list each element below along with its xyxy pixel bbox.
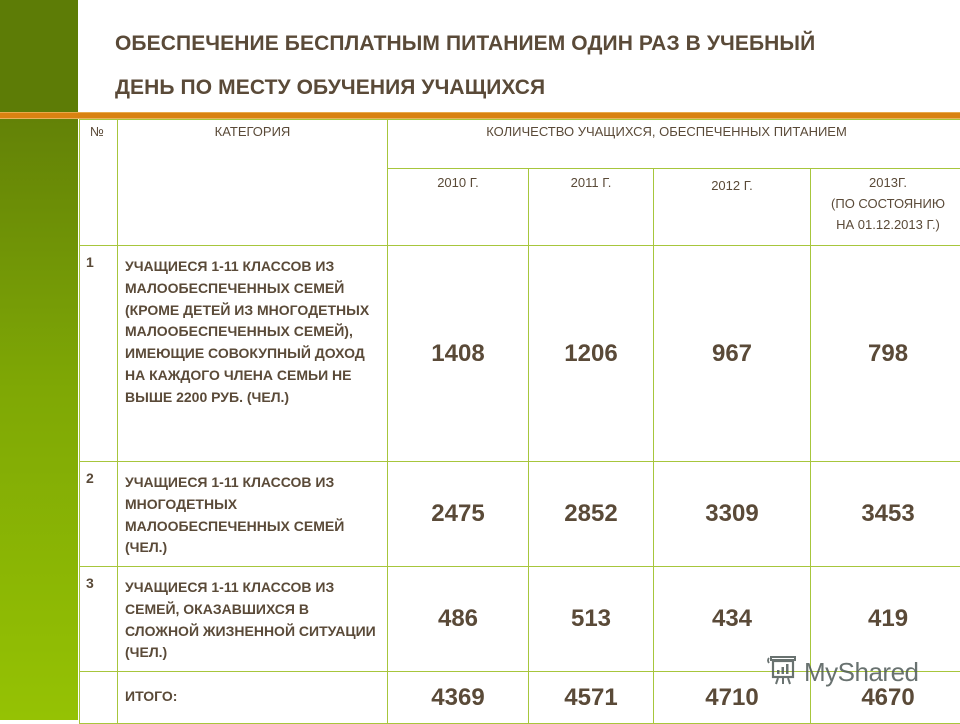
title-line-2: ДЕНЬ ПО МЕСТУ ОБУЧЕНИЯ УЧАЩИХСЯ	[115, 66, 945, 110]
value-2011: 513	[529, 567, 654, 672]
watermark-text: MyShared	[804, 657, 919, 688]
accent-divider	[0, 112, 960, 119]
value-2011: 2852	[529, 462, 654, 567]
value-2012: 967	[654, 246, 811, 462]
row-category: УЧАЩИЕСЯ 1-11 КЛАССОВ ИЗ СЕМЕЙ, ОКАЗАВШИХСЯ В СЛОЖНОЙ ЖИЗНЕННОЙ СИТУАЦИИ (ЧЕЛ.)	[118, 567, 388, 672]
total-2012: 4710	[654, 672, 811, 724]
total-2011: 4571	[529, 672, 654, 724]
title-line-1: ОБЕСПЕЧЕНИЕ БЕСПЛАТНЫМ ПИТАНИЕМ ОДИН РАЗ В УЧЕБНЫЙ	[115, 22, 945, 66]
page-title	[115, 22, 945, 110]
row-number: 1	[80, 246, 118, 462]
header-year-2010: 2010 Г.	[388, 169, 529, 246]
value-2013: 419	[811, 567, 960, 672]
table-row	[80, 246, 960, 462]
total-2013: 4670	[811, 672, 960, 724]
header-category: КАТЕГОРИЯ	[118, 120, 388, 246]
header-number: №	[80, 120, 118, 246]
header-quantity: КОЛИЧЕСТВО УЧАЩИХСЯ, ОБЕСПЕЧЕННЫХ ПИТАНИЕМ	[388, 120, 960, 169]
row-category: УЧАЩИЕСЯ 1-11 КЛАССОВ ИЗ МНОГОДЕТНЫХ МАЛООБЕСПЕЧЕННЫХ СЕМЕЙ (ЧЕЛ.)	[118, 462, 388, 567]
header-year-2012: 2012 Г.	[654, 169, 811, 246]
header-year-2013: 2013Г. (ПО СОСТОЯНИЮ НА 01.12.2013 Г.)	[811, 169, 960, 246]
header-row-1	[80, 120, 960, 169]
total-2010: 4369	[388, 672, 529, 724]
value-2012: 3309	[654, 462, 811, 567]
header-year-2011: 2011 Г.	[529, 169, 654, 246]
value-2013: 3453	[811, 462, 960, 567]
row-category: УЧАЩИЕСЯ 1-11 КЛАССОВ ИЗ МАЛООБЕСПЕЧЕННЫХ СЕМЕЙ (КРОМЕ ДЕТЕЙ ИЗ МНОГОДЕТНЫХ МАЛООБЕСПЕЧЕННЫХ СЕМЕЙ), ИМЕЮЩИЕ СОВОКУПНЫЙ ДОХОД НА КАЖДОГО ЧЛЕНА СЕМЬИ НЕ ВЫШЕ 2200 РУБ. (ЧЕЛ.)	[118, 246, 388, 462]
value-2012: 434	[654, 567, 811, 672]
row-number	[80, 672, 118, 724]
watermark	[766, 655, 919, 689]
value-2010: 486	[388, 567, 529, 672]
sidebar-block-top	[0, 0, 78, 113]
value-2010: 2475	[388, 462, 529, 567]
value-2013: 798	[811, 246, 960, 462]
sidebar-block-bottom	[0, 119, 78, 720]
value-2010: 1408	[388, 246, 529, 462]
value-2011: 1206	[529, 246, 654, 462]
nutrition-table	[79, 119, 960, 724]
total-label: ИТОГО:	[118, 672, 388, 724]
row-number: 2	[80, 462, 118, 567]
table-row	[80, 462, 960, 567]
row-number: 3	[80, 567, 118, 672]
presentation-board-icon	[766, 653, 800, 692]
